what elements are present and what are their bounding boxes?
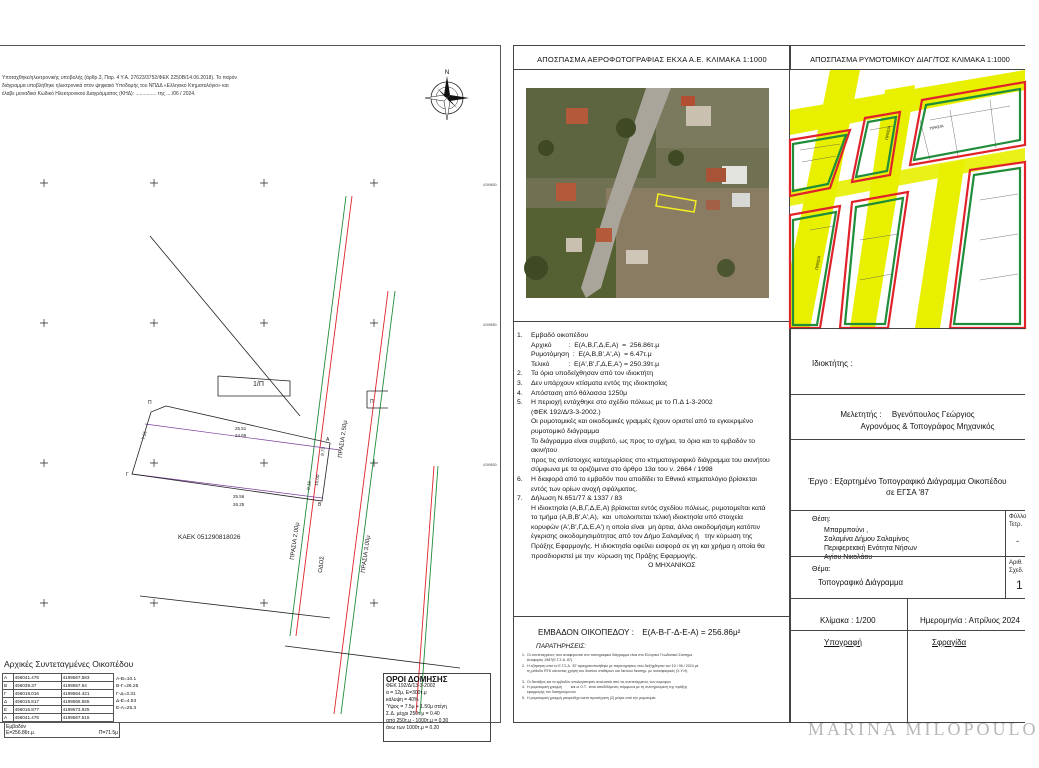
area-summary-title: ΕΜΒΑΔΟΝ ΟΙΚΟΠΕΔΟΥ :	[538, 628, 634, 637]
scale-value: Κλίμακα : 1/200	[820, 616, 876, 625]
square-value: -	[1016, 536, 1019, 546]
stamp-label: Σφραγίδα	[932, 638, 967, 647]
drawing-number: 1	[1016, 578, 1023, 592]
remark-line: 3. Οι διατάξεις και το εμβαδόν υπολογίστηκαν αναλυτικά από τις συντεταγμένες των κορυφών	[522, 679, 672, 684]
rule-line: κάλυψη = 40%	[386, 697, 419, 703]
note-row	[517, 331, 785, 341]
rule-line: Ύψος = 7.5μ + 1.50μ στέγη	[386, 704, 447, 710]
side-length: Α-Β=10.1	[116, 677, 137, 682]
sheet-label: Φύλλο	[1009, 514, 1027, 520]
coords-cell: Γ	[3, 690, 14, 698]
note-row	[517, 542, 785, 552]
note-number: 4.	[517, 389, 523, 397]
side-length: Δ-Ε=4.53	[116, 698, 137, 704]
note-text: ρυμοτομικό διάγραμμα	[531, 427, 600, 435]
note-row	[517, 523, 785, 533]
studied-by-title: Αγρονόμος & Τοπογράφος Μηχανικός	[860, 422, 995, 431]
note-row	[517, 437, 785, 447]
building-rules-box	[383, 673, 491, 742]
road-label: ΟΔΟΣ	[317, 555, 327, 574]
note-text: Εμβαδό οικοπέδου	[531, 332, 589, 339]
note-row	[517, 561, 785, 571]
signature-label: Υπογραφή	[824, 638, 863, 647]
coords-cell: 4199573.825	[61, 706, 113, 714]
svg-text:4199500: 4199500	[483, 463, 497, 467]
coords-row	[3, 706, 114, 714]
street-label-north: ΠΡΑΣΙΑ 2.50μ	[337, 420, 349, 459]
svg-text:Π: Π	[370, 399, 374, 405]
note-number	[517, 552, 531, 562]
note-row	[517, 427, 785, 437]
note-row	[517, 456, 785, 466]
note-number: 1.	[517, 332, 523, 339]
coords-row	[3, 682, 114, 690]
remark-line: 5. Η ρυμοτομική γραμμή μπορεί/έχει κατά προσέγγιση (2) μέτρα από την ρυμοτομία	[522, 695, 656, 700]
dimension-label: 7.51	[140, 430, 148, 441]
coords-cell: E	[3, 706, 14, 714]
note-number	[517, 561, 531, 571]
coords-row	[3, 674, 114, 682]
rule-line: από 250τ.μ - 1000τ.μ = 0.30	[386, 718, 449, 724]
note-number	[517, 456, 531, 466]
side-length: Β-Γ=26.25	[116, 684, 139, 690]
owner-label: Ιδιοκτήτης :	[812, 359, 853, 368]
rule-line: άνω των 1000τ.μ = 0.20	[386, 725, 440, 731]
remark-line: εφαρμογής του διατηρούμενου	[522, 690, 576, 695]
coords-cell: 456016.877	[13, 706, 61, 714]
note-text: Πράξης Εφαρμογής. Η ιδιοκτησία οφείλει εισφορά σε γη και χρήμα η οποία θα	[531, 543, 765, 551]
note-number: 3.	[517, 379, 523, 387]
note-row	[517, 485, 785, 495]
remark-line: 1. Οι συντεταγμένες που αναφέρονται στο τοπογραφικό διάγραμμα είναι στο Ελληνικό Γεωδαιτικό Σύστημα	[522, 653, 693, 657]
note-row	[517, 532, 785, 542]
note-row	[517, 398, 785, 408]
side-length: Ε-Α=25.3	[116, 706, 137, 712]
note-text: Τα όρια υποδείχθησαν από τον ιδιοκτήτη	[531, 370, 654, 378]
certificate-line: Υποταχθηκε/ηλεκτρονικής υποβολής (άρθρ.3, Παρ. 4 Υ.Α. 27623/3752/ΦΕΚ 2250Β/14.06.2018). Το παρόν	[2, 75, 237, 81]
theme-value: Τοπογραφικό Διάγραμμα	[818, 578, 904, 587]
coords-cell: 4199567.515	[61, 714, 113, 722]
note-number	[517, 446, 531, 456]
svg-text:Α: Α	[326, 437, 330, 443]
note-text: Τελικό : E(A',B',Γ,Δ,E,A') = 250.39τ.μ	[531, 360, 660, 368]
area-value: E=256.86τ.μ.	[6, 730, 36, 736]
note-text: ακινήτου	[531, 447, 558, 455]
remark-line: 2. Η εξάρτηση από το Ε.Γ.Σ.Α. '87 πραγματοποιήθηκε με παρατηρήσεις που διεξήχθησαν τον 10 / 06 / 2024 με	[522, 663, 699, 668]
remarks-list	[522, 653, 784, 701]
note-row	[517, 513, 785, 523]
note-number	[517, 437, 531, 447]
svg-text:Β: Β	[318, 502, 322, 508]
note-number: 7.	[517, 495, 523, 503]
zoning-plan-title: ΑΠΟΣΠΑΣΜΑ ΡΥΜΟΤΟΜΙΚΟΥ ΔΙΑΓ/ΤΟΣ ΚΛΙΜΑΚΑ 1:1000	[810, 55, 1010, 64]
street-label-east: ΠΡΑΣΙΑ 3.00μ	[360, 535, 372, 574]
note-text: Η διαφορά από το εμβαδόν που αποδίδει το Εθνικό κτηματολόγιο βρίσκεται	[531, 475, 757, 483]
note-number	[517, 513, 531, 523]
coords-side-list	[116, 676, 138, 712]
coords-cell: 456039.37	[13, 682, 61, 690]
coords-cell: Δ	[3, 698, 14, 706]
area-box	[4, 722, 120, 738]
note-text: Οι ρυμοτομικές και οικοδομικές γραμμές έχουν οριστεί από το εγκεκριμένο	[531, 418, 754, 426]
note-row	[517, 369, 785, 379]
dimension-label: 26.25	[233, 502, 245, 507]
dimension-label: 10.00	[313, 474, 321, 487]
note-row	[517, 389, 785, 399]
watermark: MARINA MILOPOULO	[808, 719, 1039, 739]
note-text: προσδιοριστεί με την κύρωση της Πράξης Εφαρμογής.	[531, 552, 698, 560]
remark-line: Αναφοράς 1987(Ε.Γ.Σ.Α. 87).	[522, 658, 574, 663]
studied-by-name: Βγενόπουλος Γεώργιος	[891, 410, 975, 419]
rule-line: Σ.Δ. μέχρι 250τ.μ = 0.40	[386, 711, 440, 717]
svg-text:Π: Π	[148, 400, 152, 406]
note-text: Απόσταση από θάλασσα 1250μ	[531, 389, 628, 397]
svg-text:Γ: Γ	[126, 472, 129, 478]
note-row	[517, 475, 785, 485]
dimension-label: 24.69	[235, 433, 247, 438]
remark-line: τη μέθοδο RTK κάνοντας χρήση του δικτύου σταθερών και δικτύου διαστημ. με ιονοσφαιρικές (Χ.Υ.Η).	[522, 669, 689, 674]
note-number	[517, 485, 531, 495]
zoning-plan-map	[790, 70, 1025, 328]
coords-row	[3, 690, 114, 698]
coords-cell: B	[3, 682, 14, 690]
right-title-sheet	[789, 45, 1025, 723]
notes-list	[517, 331, 785, 571]
note-number: 2.	[517, 370, 523, 378]
svg-text:ΠΡΑΣΙΑ: ΠΡΑΣΙΑ	[814, 255, 822, 271]
note-text: Η ιδιοκτησία (A,B,Γ,Δ,E,A) βρίσκεται εντός σχεδίου πόλεως, ρυμοτομείται κατά	[531, 504, 766, 512]
location-line: Μπαρμπούνι ,	[824, 527, 869, 534]
work-line: σε ΕΓΣΑ '87	[886, 488, 929, 497]
square-label: Τετρ.	[1009, 522, 1023, 528]
theme-label: Θέμα:	[812, 566, 831, 573]
note-number	[517, 408, 531, 418]
north-arrow-icon	[425, 70, 469, 120]
note-number	[517, 350, 531, 360]
coords-row	[3, 698, 114, 706]
note-number	[517, 532, 531, 542]
coords-title: Αρχικές Συντεταγμένες Οικοπέδου	[4, 659, 134, 669]
coords-cell: A	[3, 714, 14, 722]
coords-cell: 456018.016	[13, 690, 61, 698]
kaek-label: ΚΑΕΚ 051290818026	[178, 534, 241, 541]
dimension-label: 9.16	[305, 480, 312, 491]
studied-by-label: Μελετητής :	[840, 410, 882, 419]
note-row	[517, 379, 785, 389]
note-text: Αρχικό : E(A,B,Γ,Δ,E,A) = 256.86τ.μ	[531, 341, 660, 349]
remarks-title: ΠΑΡΑΤΗΡΗΣΕΙΣ:	[536, 643, 587, 650]
note-row	[517, 350, 785, 360]
remark-line: 4. Η ρυμοτομική γραμμή και οι Ο.Τ. είναι αποδιδόμενες σύμφωνα με τη συντηρούμενη της πράξης	[522, 685, 688, 690]
coords-row	[3, 714, 114, 722]
coords-cell: 456041.476	[13, 714, 61, 722]
location-line: Σαλαμίνα Δήμου Σαλαμίνος	[824, 536, 909, 543]
coords-cell: 4199557.64	[61, 682, 113, 690]
parcel-number-label: 1/Π	[253, 381, 264, 388]
note-number	[517, 341, 531, 351]
note-row	[517, 494, 785, 504]
certificate-line: διάγραμμα υποβλήθηκε ηλεκτρονικά στον ψηφιακό Υποδομής του ΝΠΔΔ «Ελληνικό Κτηματολόγιο» και	[2, 83, 229, 89]
drawing-label: Σχεδ.	[1009, 568, 1024, 574]
note-row	[517, 465, 785, 475]
note-row	[517, 552, 785, 562]
location-line: Αγίου Νικολάου	[824, 554, 873, 561]
coords-table	[2, 673, 114, 722]
note-row	[517, 341, 785, 351]
coords-cell: 456041.476	[13, 674, 61, 682]
area-label: Εμβαδόν	[6, 724, 27, 730]
note-text: Δεν υπάρχουν κτίσματα εντός της ιδιοκτησίας	[531, 379, 668, 387]
note-text: το τμήμα (A,B,B',A',A), και υπολοιπεται τελική ιδιοκτησία υπό στοιχεία	[531, 514, 743, 522]
note-row	[517, 446, 785, 456]
note-text: προς τις αντίστοιχες καταχωρίσεις στο κτηματογραφικό διάγραμμα του ακινήτου	[531, 456, 770, 464]
note-text: έγκρισης οικοδομησιμότητας από τον Δήμο Σαλαμίνας ή την κύρωση της	[531, 533, 753, 541]
note-text: Ο ΜΗΧΑΝΙΚΟΣ	[531, 562, 696, 570]
note-number	[517, 427, 531, 437]
note-number: 6.	[517, 475, 523, 483]
svg-text:ΠΡΑΣΙΑ: ΠΡΑΣΙΑ	[884, 125, 892, 141]
coords-cell: 4199567.583	[61, 674, 113, 682]
dimension-label: 25.56	[233, 494, 245, 499]
note-text: Ρυμοτόμηση : E(A,B,B',A',A) = 6.47τ.μ	[531, 351, 652, 359]
area-summary-formula: E(Α-Β-Γ-Δ-Ε-Α) = 256.86μ²	[642, 628, 741, 637]
street-label-west: ΠΡΑΣΙΑ 2.00μ	[289, 522, 301, 561]
work-line: Έργο : Εξαρτημένο Τοπογραφικό Διάγραμμα Οικοπέδου	[808, 477, 1007, 486]
coords-cell: A	[3, 674, 14, 682]
note-row	[517, 408, 785, 418]
aerial-photo	[526, 88, 769, 298]
middle-notes-sheet	[513, 45, 791, 723]
note-text: Δήλωση Ν.651/77 & 1337 / 83	[531, 495, 623, 503]
note-number: 5.	[517, 399, 523, 407]
parcel-plan-drawing	[0, 46, 500, 722]
note-number	[517, 360, 531, 370]
note-number	[517, 523, 531, 533]
note-number	[517, 417, 531, 427]
note-row	[517, 504, 785, 514]
svg-text:4199600: 4199600	[483, 183, 497, 187]
note-number	[517, 465, 531, 475]
building-rules-title: ΟΡΟΙ ΔΟΜΗΣΗΣ	[386, 675, 448, 684]
note-text: Η περιοχή εντάχθηκε στο σχέδιο πόλεως με το Π.Δ 1-3-2002	[531, 399, 713, 407]
coords-cell: 4199565.555	[61, 698, 113, 706]
work-description	[790, 476, 1025, 498]
note-text: κορυφών (A',B',Γ,Δ,E,A') η οποία είναι μη άρτια, άλλα οικοδομήσιμη κατόπιν	[531, 523, 761, 531]
number-label: Αριθ.	[1009, 560, 1023, 566]
coords-cell: 4199564.421	[61, 690, 113, 698]
side-length: Γ-Δ=3.31	[116, 691, 136, 697]
note-text: εντός των ορίων ανοχή σφάλματος.	[531, 485, 638, 493]
certificate-line: έλαβε μοναδικό Κωδικό Ηλεκτρονικού Διαγράμματος (ΚΗΔ): ............... της ..../06 / 2024.	[2, 91, 196, 97]
rule-line: α = 12μ, Ε=300τ.μ	[386, 690, 427, 696]
svg-text:N: N	[444, 70, 450, 76]
note-number	[517, 504, 531, 514]
location-label: Θέση:	[812, 516, 831, 523]
note-text: Το διάγραμμα είναι συμβατό, ως προς το σχήμα, τα όρια και το εμβαδόν το	[531, 437, 755, 445]
rule-line: ΦΕΚ 192/Δ/13-3-2002	[386, 683, 436, 689]
left-plan-sheet	[0, 45, 501, 736]
coords-cell: 456015.817	[13, 698, 61, 706]
note-row	[517, 360, 785, 370]
aerial-photo-title: ΑΠΟΣΠΑΣΜΑ ΑΕΡΟΦΩΤΟΓΡΑΦΙΑΣ ΕΚΧΑ Α.Ε. ΚΛΙΜΑΚΑ 1:1000	[537, 55, 767, 64]
note-text: σύμφωνα με τα οριζόμενα στο άρθρο 13α του ν. 2664 / 1998	[531, 466, 713, 474]
svg-text:4199550: 4199550	[483, 323, 497, 327]
svg-text:ΠΡΑΣΙΑ: ΠΡΑΣΙΑ	[929, 123, 945, 131]
location-line: Περιφερειακή Ενότητα Νήσων	[824, 545, 917, 552]
dimension-label: 25.51	[235, 426, 247, 431]
note-text: (ΦΕΚ 192/Δ/3-3-2002.)	[531, 408, 601, 416]
note-row	[517, 417, 785, 427]
note-number	[517, 542, 531, 552]
perimeter-value: Π=71.5μ	[98, 730, 118, 736]
area-summary	[538, 628, 740, 637]
dimension-label: 9.75	[319, 446, 326, 457]
parcel-outline	[132, 236, 460, 668]
date-value: Ημερομηνία : Απρίλιος 2024	[920, 616, 1020, 625]
studied-by	[790, 409, 1025, 433]
